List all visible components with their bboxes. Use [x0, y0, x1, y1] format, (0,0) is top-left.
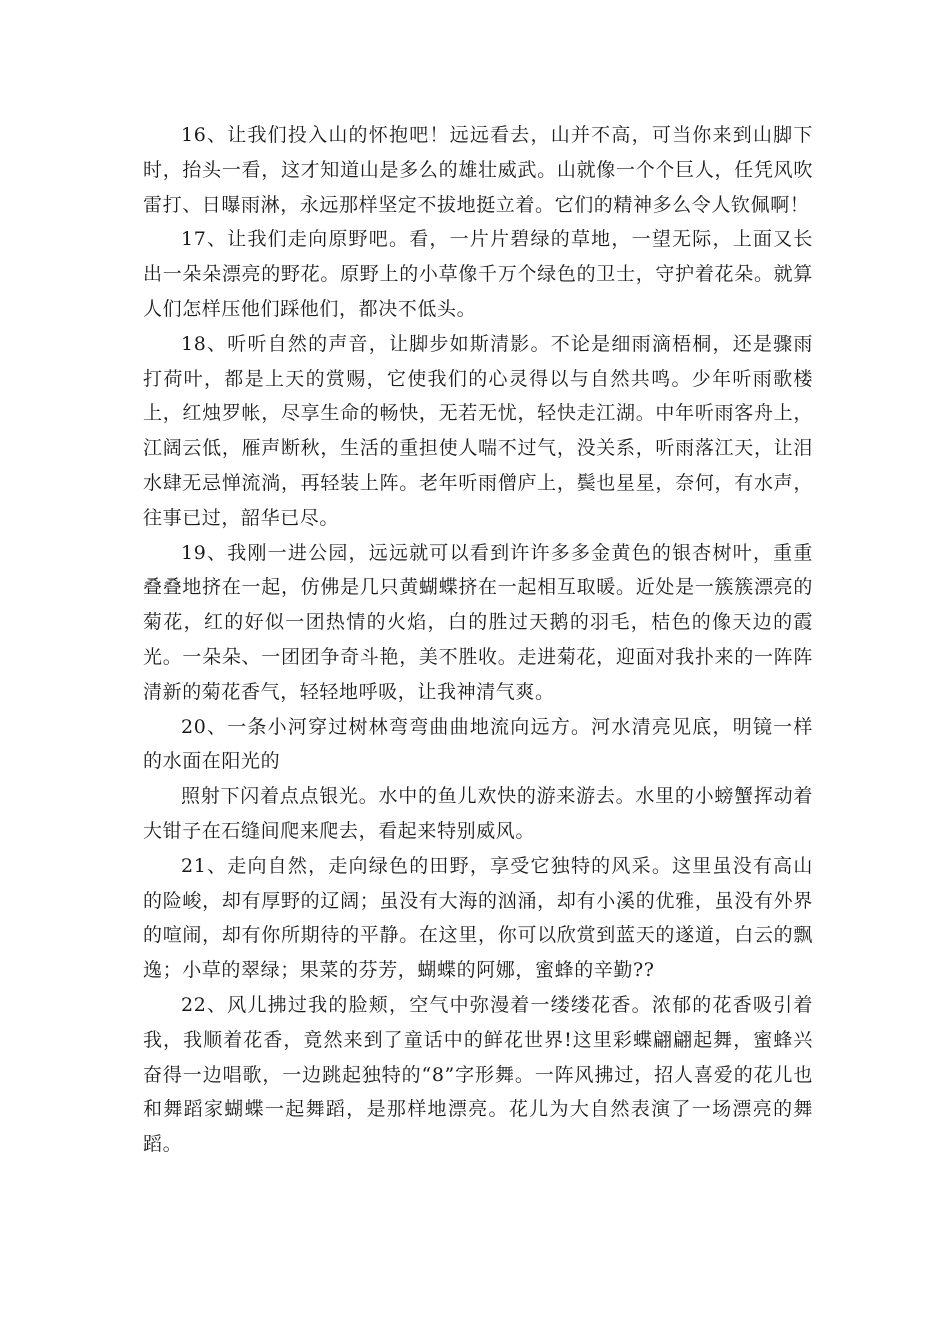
paragraph-19: 19、我刚一进公园，远远就可以看到许许多多金黄色的银杏树叶，重重叠叠地挤在一起，仿佛是几只黄蝴蝶挤在一起相互取暖。近处是一簇簇漂亮的菊花，红的好似一团热情的火焰，白的胜过天鹅的羽毛，桔色的像天边的霞光。一朵朵、一团团争奇斗艳，美不胜收。走进菊花，迎面对我扑来的一阵阵清新的菊花香气，轻轻地呼吸，让我神清气爽。 — [143, 541, 813, 703]
paragraph-21: 21、走向自然，走向绿色的田野，享受它独特的风采。这里虽没有高山的险峻，却有厚野的辽阔；虽没有大海的汹涌，却有小溪的优雅，虽没有外界的喧闹，却有你所期待的平静。在这里，你可以欣赏到蓝天的遂道，白云的飘逸；小草的翠绿；果菜的芬芳，蝴蝶的阿娜，蜜蜂的辛勤?? — [143, 854, 813, 982]
paragraph-20-continued: 照射下闪着点点银光。水中的鱼儿欢快的游来游去。水里的小螃蟹挥动着大钳子在石缝间爬来爬去，看起来特别威风。 — [143, 785, 813, 842]
paragraph-18: 18、听听自然的声音，让脚步如斯清影。不论是细雨滴梧桐，还是骤雨打荷叶，都是上天的赏赐，它使我们的心灵得以与自然共鸣。少年听雨歌楼上，红烛罗帐，尽享生命的畅快，无若无忧，轻快走江湖。中年听雨客舟上，江阔云低，雁声断秋，生活的重担使人喘不过气，没关系，听雨落江天，让泪水肆无忌惮流淌，再轻装上阵。老年听雨僧庐上，鬓也星星，奈何，有水声，往事已过，韶华已尽。 — [143, 332, 813, 529]
paragraph-17: 17、让我们走向原野吧。看，一片片碧绿的草地，一望无际，上面又长出一朵朵漂亮的野花。原野上的小草像千万个绿色的卫士，守护着花朵。就算人们怎样压他们踩他们，都决不低头。 — [143, 228, 813, 320]
paragraph-20: 20、一条小河穿过树林弯弯曲曲地流向远方。河水清亮见底，明镜一样的水面在阳光的 — [143, 715, 813, 773]
paragraph-16: 16、让我们投入山的怀抱吧！远远看去，山并不高，可当你来到山脚下时，抬头一看，这才知道山是多么的雄壮威武。山就像一个个巨人，任凭风吹雷打、日曝雨淋，永远那样坚定不拔地挺立着。它们的精神多么令人钦佩啊！ — [143, 124, 813, 216]
document-body — [143, 118, 813, 1162]
paragraph-22: 22、风儿拂过我的脸颊，空气中弥漫着一缕缕花香。浓郁的花香吸引着我，我顺着花香，竟然来到了童话中的鲜花世界!这里彩蝶翩翩起舞，蜜蜂兴奋得一边唱歌，一边跳起独特的“8”字形舞。一阵风拂过，招人喜爱的花儿也和舞蹈家蝴蝶一起舞蹈，是那样地漂亮。花儿为大自然表演了一场漂亮的舞蹈。 — [143, 993, 813, 1156]
